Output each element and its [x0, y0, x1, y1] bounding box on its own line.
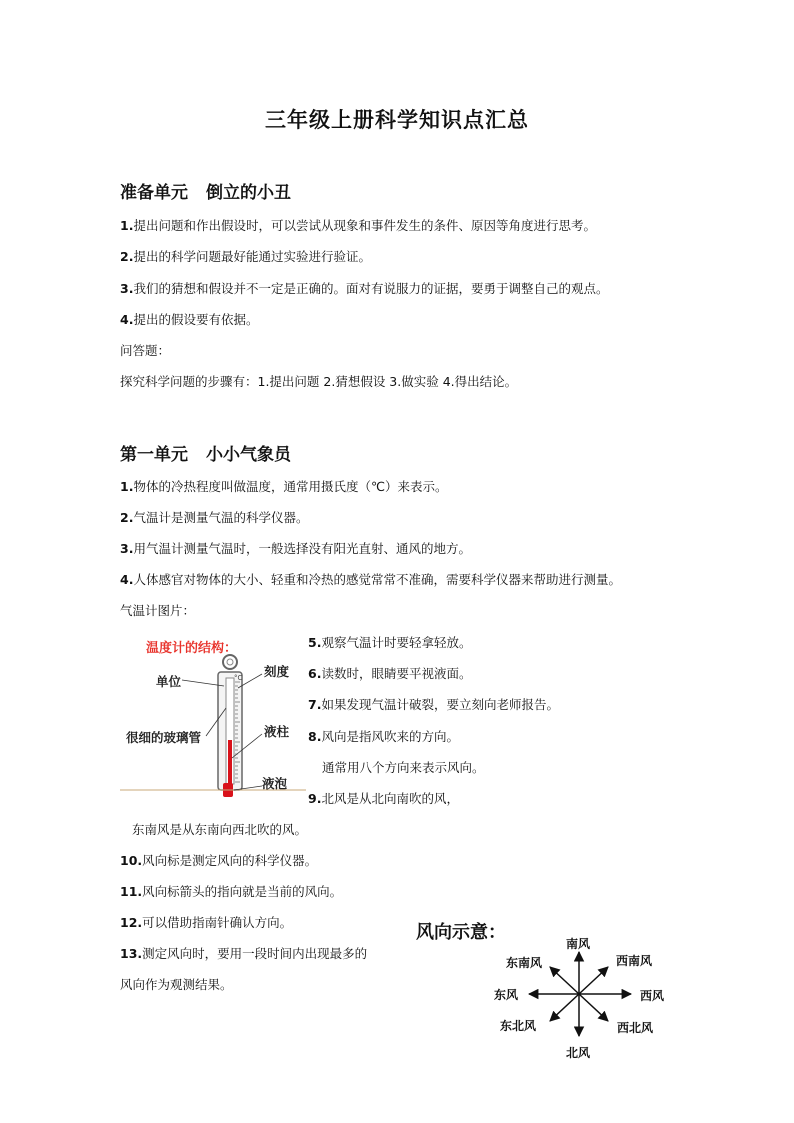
list-item	[308, 791, 459, 807]
thermometer-figure	[120, 628, 306, 804]
item-text: 提出问题和作出假设时，可以尝试从现象和事件发生的条件、原因等角度进行思考。	[133, 218, 596, 233]
item-number: 4.	[120, 572, 134, 587]
item-number: 12.	[120, 915, 143, 930]
item-text: 气温计是测量气温的科学仪器。	[133, 510, 309, 525]
item-text: 风向标箭头的指向就是当前的风向。	[142, 884, 343, 899]
item-number: 1.	[120, 479, 134, 494]
item-number: 7.	[308, 697, 322, 712]
list-item-continuation: 通常用八个方向来表示风向。	[322, 760, 485, 775]
item-text: 提出的假设要有依据。	[133, 312, 259, 327]
item-number: 8.	[308, 729, 322, 744]
list-item	[120, 915, 292, 931]
section-heading-prep	[120, 178, 291, 203]
list-item-continuation: 东南风是从东南向西北吹的风。	[132, 822, 308, 837]
list-item	[120, 884, 342, 900]
wind-label-top: 南风	[566, 937, 591, 951]
section-heading-title: 倒立的小丑	[206, 183, 291, 203]
item-text: 风向标是测定风向的科学仪器。	[142, 853, 318, 868]
label-tube: 很细的玻璃管	[126, 730, 202, 745]
list-item	[120, 946, 367, 962]
section-heading-label: 第一单元	[120, 445, 188, 465]
item-text: 北风是从北向南吹的风，	[321, 791, 459, 806]
list-item	[120, 479, 448, 495]
item-number: 3.	[120, 541, 134, 556]
list-item	[120, 281, 608, 297]
list-item-continuation: 风向作为观测结果。	[120, 977, 233, 992]
list-item	[120, 572, 621, 588]
wind-label-se: 西北风	[617, 1021, 654, 1035]
item-text: 如果发现气温计破裂，要立刻向老师报告。	[321, 697, 559, 712]
section-heading-title: 小小气象员	[206, 445, 291, 465]
label-unit: 单位	[156, 674, 182, 689]
section-heading-label: 准备单元	[120, 183, 188, 203]
wind-label-bottom: 北风	[566, 1046, 591, 1060]
list-item	[120, 510, 308, 526]
item-number: 5.	[308, 635, 322, 650]
label-bulb: 液泡	[262, 776, 288, 791]
qa-label: 问答题：	[120, 343, 171, 358]
item-number: 9.	[308, 791, 322, 806]
arrow-downleft-icon	[550, 994, 579, 1021]
item-text: 风向是指风吹来的方向。	[321, 729, 459, 744]
hanging-ring-icon	[223, 655, 237, 669]
item-number: 3.	[120, 281, 134, 296]
list-item	[120, 249, 371, 265]
item-text: 我们的猜想和假设并不一定是正确的。面对有说服力的证据，要勇于调整自己的观点。	[133, 281, 609, 296]
wind-label-nw: 东南风	[506, 956, 543, 970]
list-item	[308, 666, 471, 682]
list-item	[308, 635, 471, 651]
item-text: 人体感官对物体的大小、轻重和冷热的感觉常常不准确，需要科学仪器来帮助进行测量。	[133, 572, 621, 587]
item-text: 观察气温计时要轻拿轻放。	[321, 635, 472, 650]
item-text: 提出的科学问题最好能通过实验进行验证。	[133, 249, 371, 264]
label-column: 液柱	[264, 724, 290, 739]
item-number: 4.	[120, 312, 134, 327]
list-item	[308, 697, 559, 713]
wind-label-w: 东风	[494, 988, 519, 1002]
ring-inner-icon	[227, 659, 233, 665]
list-item	[120, 853, 317, 869]
wind-direction-figure	[412, 912, 682, 1064]
item-number: 1.	[120, 218, 134, 233]
section-heading-unit1	[120, 440, 291, 465]
arrow-upright-icon	[579, 967, 608, 994]
liquid-column	[228, 740, 232, 784]
unit-symbol: °C	[234, 674, 243, 682]
thermometer-figure-title: 温度计的结构：	[146, 641, 238, 656]
picture-label: 气温计图片：	[120, 603, 196, 618]
wind-label-e: 西风	[640, 989, 665, 1003]
list-item	[120, 312, 258, 328]
arrow-downright-icon	[579, 994, 608, 1021]
item-text: 读数时，眼睛要平视液面。	[321, 666, 472, 681]
item-text: 测定风向时，要用一段时间内出现最多的	[142, 946, 368, 961]
arrow-upleft-icon	[550, 967, 579, 994]
list-item	[308, 729, 459, 745]
item-text: 可以借助指南针确认方向。	[142, 915, 293, 930]
list-item	[120, 218, 596, 234]
wind-figure-title: 风向示意：	[416, 922, 506, 943]
item-text: 用气温计测量气温时，一般选择没有阳光直射、通风的地方。	[133, 541, 471, 556]
wind-label-sw: 东北风	[500, 1019, 537, 1033]
item-number: 6.	[308, 666, 322, 681]
item-number: 2.	[120, 510, 134, 525]
item-number: 10.	[120, 853, 143, 868]
item-text: 物体的冷热程度叫做温度，通常用摄氏度（℃）来表示。	[133, 479, 448, 494]
label-scale: 刻度	[264, 664, 290, 679]
item-number: 2.	[120, 249, 134, 264]
wind-label-ne: 西南风	[616, 954, 653, 968]
item-number: 11.	[120, 884, 143, 899]
item-number: 13.	[120, 946, 143, 961]
page-title: 三年级上册科学知识点汇总	[265, 107, 529, 132]
list-item	[120, 541, 471, 557]
qa-answer: 探究科学问题的步骤有：1.提出问题 2.猜想假设 3.做实验 4.得出结论。	[120, 374, 518, 389]
